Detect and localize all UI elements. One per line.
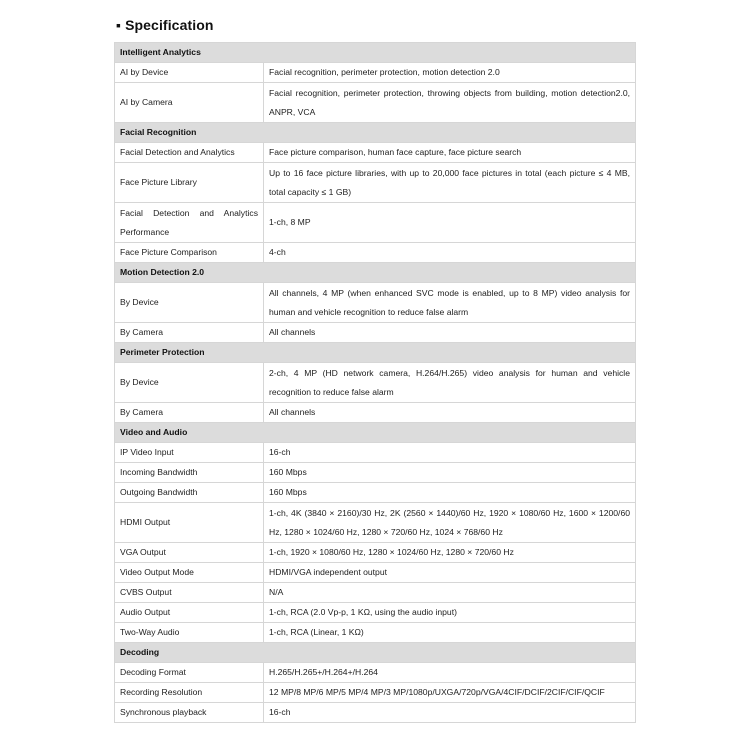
spec-label: Video Output Mode — [115, 563, 264, 583]
spec-label: By Camera — [115, 323, 264, 343]
table-row — [115, 543, 636, 563]
spec-value: 16-ch — [264, 443, 636, 463]
table-row — [115, 703, 636, 723]
table-row — [115, 483, 636, 503]
table-row — [115, 683, 636, 703]
section-header: Intelligent Analytics — [115, 43, 636, 63]
table-row — [115, 443, 636, 463]
spec-label: AI by Camera — [115, 83, 264, 123]
spec-label: Face Picture Library — [115, 163, 264, 203]
title-bullet-icon: ▪ — [116, 17, 122, 33]
spec-label: Outgoing Bandwidth — [115, 483, 264, 503]
spec-label: Audio Output — [115, 603, 264, 623]
spec-label: Facial Detection and Analytics — [115, 143, 264, 163]
spec-value: Face picture comparison, human face capture, face picture search — [264, 143, 636, 163]
table-row — [115, 63, 636, 83]
spec-label: Incoming Bandwidth — [115, 463, 264, 483]
section-header-row — [115, 343, 636, 363]
section-header-row — [115, 123, 636, 143]
spec-value: N/A — [264, 583, 636, 603]
page-title-text: Specification — [125, 17, 214, 33]
section-header: Perimeter Protection — [115, 343, 636, 363]
spec-label: By Device — [115, 363, 264, 403]
page-title — [116, 17, 214, 33]
section-header: Motion Detection 2.0 — [115, 263, 636, 283]
table-row — [115, 463, 636, 483]
spec-value: H.265/H.265+/H.264+/H.264 — [264, 663, 636, 683]
section-header: Decoding — [115, 643, 636, 663]
section-header: Facial Recognition — [115, 123, 636, 143]
section-header-row — [115, 43, 636, 63]
spec-value: 2-ch, 4 MP (HD network camera, H.264/H.265) video analysis for human and vehicle recognition to reduce false alarm — [264, 363, 636, 403]
spec-label: VGA Output — [115, 543, 264, 563]
spec-value: 12 MP/8 MP/6 MP/5 MP/4 MP/3 MP/1080p/UXGA/720p/VGA/4CIF/DCIF/2CIF/CIF/QCIF — [264, 683, 636, 703]
table-row — [115, 603, 636, 623]
table-row — [115, 163, 636, 203]
table-row — [115, 323, 636, 343]
spec-label: By Device — [115, 283, 264, 323]
table-row — [115, 623, 636, 643]
spec-value: 16-ch — [264, 703, 636, 723]
spec-value: 160 Mbps — [264, 483, 636, 503]
table-row — [115, 563, 636, 583]
spec-value: 1-ch, 4K (3840 × 2160)/30 Hz, 2K (2560 × 1440)/60 Hz, 1920 × 1080/60 Hz, 1600 × 1200/60 Hz, 1280 × 1024/60 Hz, 1280 × 720/60 Hz, 1024 × 768/60 Hz — [264, 503, 636, 543]
table-row — [115, 83, 636, 123]
spec-value: All channels — [264, 403, 636, 423]
section-header: Video and Audio — [115, 423, 636, 443]
spec-value: 1-ch, RCA (Linear, 1 KΩ) — [264, 623, 636, 643]
specification-table — [114, 42, 636, 723]
spec-value: 160 Mbps — [264, 463, 636, 483]
spec-label: Two-Way Audio — [115, 623, 264, 643]
table-row — [115, 663, 636, 683]
spec-label: By Camera — [115, 403, 264, 423]
spec-value: Facial recognition, perimeter protection, throwing objects from building, motion detection2.0, ANPR, VCA — [264, 83, 636, 123]
table-row — [115, 503, 636, 543]
spec-label: IP Video Input — [115, 443, 264, 463]
spec-value: 4-ch — [264, 243, 636, 263]
spec-label: CVBS Output — [115, 583, 264, 603]
spec-value: 1-ch, 1920 × 1080/60 Hz, 1280 × 1024/60 Hz, 1280 × 720/60 Hz — [264, 543, 636, 563]
spec-value: 1-ch, 8 MP — [264, 203, 636, 243]
table-row — [115, 583, 636, 603]
section-header-row — [115, 423, 636, 443]
spec-value: Up to 16 face picture libraries, with up to 20,000 face pictures in total (each picture ≤ 4 MB, total capacity ≤ 1 GB) — [264, 163, 636, 203]
spec-value: HDMI/VGA independent output — [264, 563, 636, 583]
table-row — [115, 203, 636, 243]
spec-label: Synchronous playback — [115, 703, 264, 723]
section-header-row — [115, 643, 636, 663]
spec-label: Facial Detection and Analytics Performance — [115, 203, 264, 243]
spec-value: Facial recognition, perimeter protection, motion detection 2.0 — [264, 63, 636, 83]
spec-value: All channels, 4 MP (when enhanced SVC mode is enabled, up to 8 MP) video analysis for human and vehicle recognition to reduce false alarm — [264, 283, 636, 323]
table-row — [115, 283, 636, 323]
spec-label: AI by Device — [115, 63, 264, 83]
spec-value: All channels — [264, 323, 636, 343]
spec-value: 1-ch, RCA (2.0 Vp-p, 1 KΩ, using the audio input) — [264, 603, 636, 623]
section-header-row — [115, 263, 636, 283]
table-row — [115, 363, 636, 403]
table-row — [115, 143, 636, 163]
spec-label: Recording Resolution — [115, 683, 264, 703]
spec-label: HDMI Output — [115, 503, 264, 543]
table-row — [115, 403, 636, 423]
spec-label: Decoding Format — [115, 663, 264, 683]
table-row — [115, 243, 636, 263]
spec-label: Face Picture Comparison — [115, 243, 264, 263]
